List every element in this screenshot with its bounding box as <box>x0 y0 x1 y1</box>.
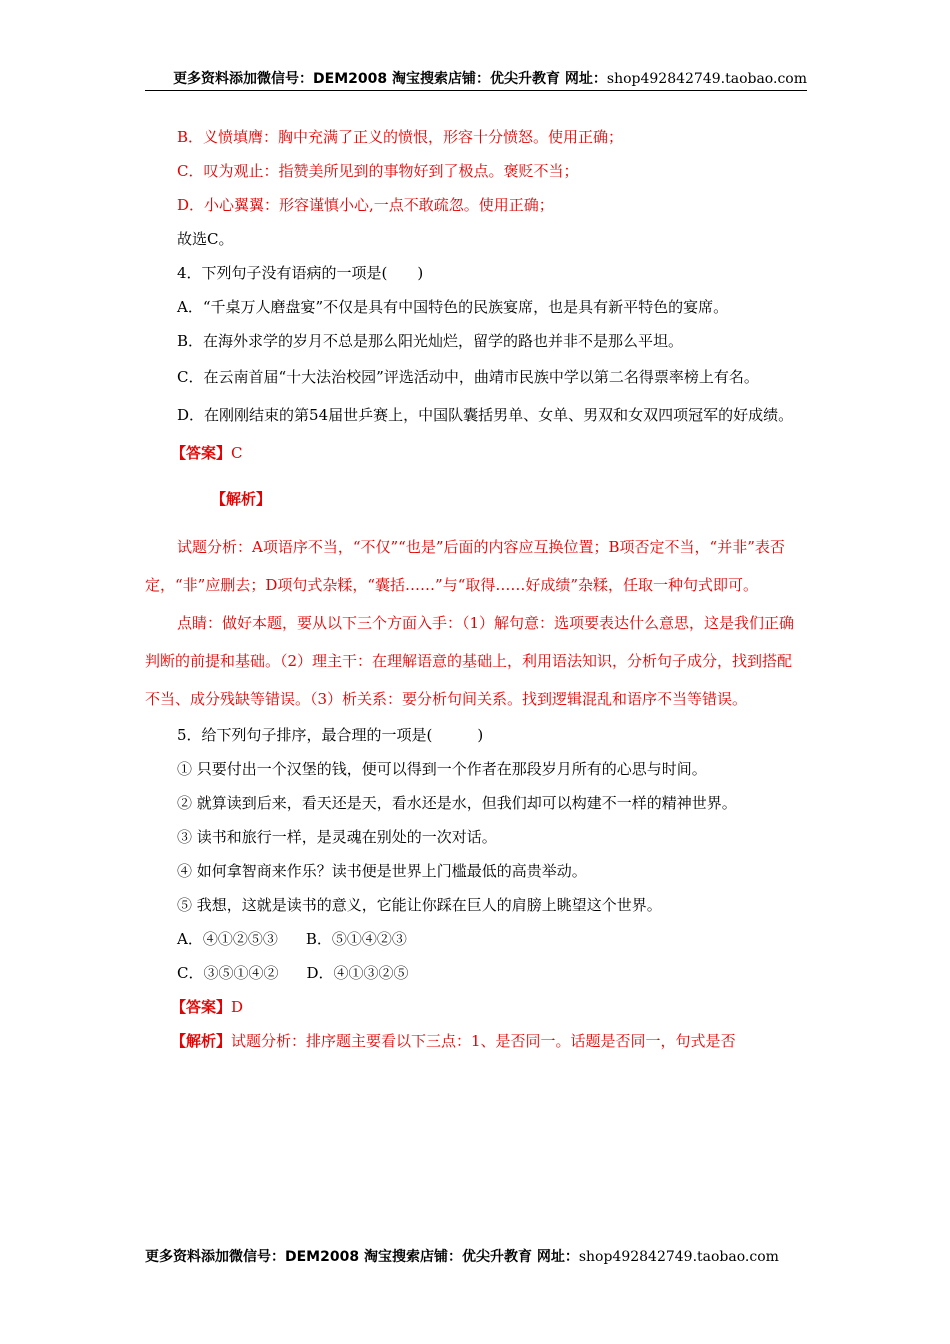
page-content <box>145 120 807 1058</box>
q5-analysis <box>145 1024 807 1058</box>
q4-stem: 4．下列句子没有语病的一项是( ) <box>177 264 424 282</box>
q5-option-b: B．⑤①④②③ <box>305 930 407 948</box>
q5-option-a: A．④①②⑤③ <box>177 930 278 948</box>
q4-tip: 点睛：做好本题，要从以下三个方面入手：（1）解句意：选项要表达什么意思，这是我们正确判断的前提和基础。（2）理主干：在理解语意的基础上，利用语法知识，分析句子成分，找到搭配不当、成分残缺等错误。（3）析关系：要分析句间关系。找到逻辑混乱和语序不当等错误。 <box>145 614 795 708</box>
page-footer <box>145 1246 805 1266</box>
q4-option-b: B．在海外求学的岁月不总是那么阳光灿烂，留学的路也并非不是那么平坦。 <box>177 332 684 350</box>
q5-sentence-5: ⑤ 我想，这就是读书的意义，它能让你踩在巨人的肩膀上眺望这个世界。 <box>177 896 662 914</box>
header-url: shop492842749.taobao.com <box>606 71 807 87</box>
q3-option-d-explanation: D．小心翼翼：形容谨慎小心,一点不敢疏忽。使用正确； <box>177 196 554 214</box>
q5-option-d: D．④①③②⑤ <box>306 964 409 982</box>
header-text: 更多资料添加微信号：DEM2008 淘宝搜索店铺：优尖升教育 网址： <box>173 71 607 87</box>
q5-analysis-text: 试题分析：排序题主要看以下三点：1、是否同一。话题是否同一，句式是否 <box>231 1032 736 1050</box>
q4-answer-tag: 【答案】 <box>171 444 232 462</box>
q4-analysis: 试题分析：A项语序不当，“不仅”“也是”后面的内容应互换位置；B项否定不当，“并非”表否定，“非”应删去；D项句式杂糅，“囊括……”与“取得……好成绩”杂糅，任取一种句式即可。 <box>145 538 785 594</box>
q5-stem: 5．给下列句子排序，最合理的一项是( ) <box>177 726 484 744</box>
q4-answer <box>145 436 807 470</box>
q5-sentence-2: ② 就算读到后来，看天还是天，看水还是水，但我们却可以构建不一样的精神世界。 <box>177 794 737 812</box>
q5-options-row-2 <box>145 956 807 990</box>
q5-analysis-tag: 【解析】 <box>171 1032 232 1050</box>
q4-option-c: C．在云南首届“十大法治校园”评选活动中，曲靖市民族中学以第二名得票率榜上有名。 <box>177 368 759 386</box>
q3-option-b-explanation: B．义愤填膺：胸中充满了正义的愤恨，形容十分愤怒。使用正确； <box>177 128 624 146</box>
q4-option-a: A．“千桌万人磨盘宴”不仅是具有中国特色的民族宴席，也是具有新平特色的宴席。 <box>177 298 729 316</box>
q3-conclusion: 故选C。 <box>177 230 234 248</box>
page-header <box>145 68 807 91</box>
q5-option-c: C．③⑤①④② <box>177 964 279 982</box>
footer-url: shop492842749.taobao.com <box>578 1249 779 1265</box>
q4-option-d: D．在刚刚结束的第54届世乒赛上，中国队囊括男单、女单、男双和女双四项冠军的好成绩。 <box>177 406 794 424</box>
footer-text: 更多资料添加微信号：DEM2008 淘宝搜索店铺：优尖升教育 网址： <box>145 1249 579 1265</box>
q5-sentence-3: ③ 读书和旅行一样，是灵魂在别处的一次对话。 <box>177 828 497 846</box>
q5-options-row-1 <box>145 922 807 956</box>
q5-sentence-4: ④ 如何拿智商来作乐？读书便是世界上门槛最低的高贵举动。 <box>177 862 587 880</box>
q5-answer-value: D <box>231 998 244 1016</box>
q4-analysis-tag: 【解析】 <box>211 490 272 508</box>
q5-answer-tag: 【答案】 <box>171 998 232 1016</box>
q5-answer <box>145 990 807 1024</box>
q3-option-c-explanation: C．叹为观止：指赞美所见到的事物好到了极点。褒贬不当； <box>177 162 579 180</box>
q4-answer-value: C <box>231 444 243 462</box>
q5-sentence-1: ① 只要付出一个汉堡的钱，便可以得到一个作者在那段岁月所有的心思与时间。 <box>177 760 707 778</box>
